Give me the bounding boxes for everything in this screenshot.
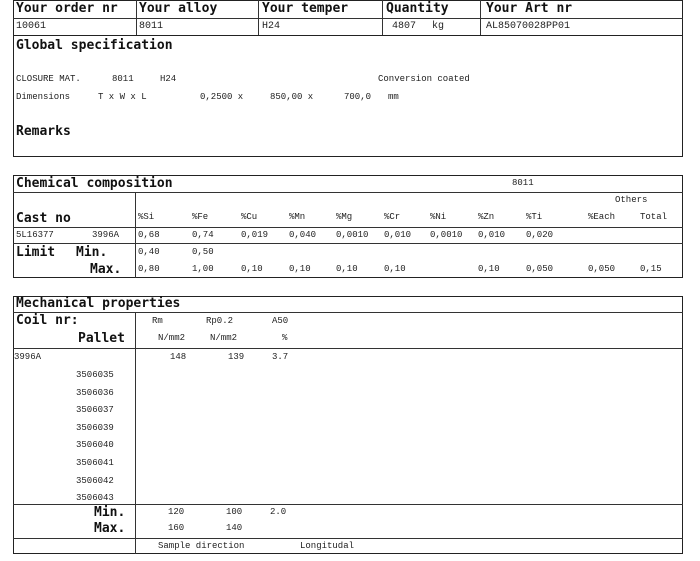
chemical-max-value: 0,15 [640,264,662,274]
coil-value: 139 [228,352,245,362]
art-nr-label: Your Art nr [486,1,573,16]
mechanical-sample-divider [13,538,683,539]
chemical-max-value: 0,10 [478,264,500,274]
chemical-column-header: %Cu [241,212,258,222]
cast-value: 0,010 [478,230,506,240]
dimension-length: 700,0 [344,92,372,102]
coil-nr-label: Coil nr: [16,313,79,328]
mechanical-min-label: Min. [94,505,126,520]
order-nr-label: Your order nr [16,1,118,16]
dimensions-label: Dimensions [16,92,71,102]
closure-label: CLOSURE MAT. [16,74,81,84]
alloy-label: Your alloy [139,1,218,16]
pallet-number: 3506043 [76,493,114,504]
mechanical-column-name: A50 [272,316,289,326]
chemical-column-header: Total [640,212,668,222]
pallet-label: Pallet [78,331,125,346]
chemical-column-header: %Mg [336,212,353,222]
cast-value: 0,020 [526,230,554,240]
closure-alloy: 8011 [112,74,134,84]
mechanical-min-value: 2.0 [270,507,287,517]
quantity-value: 4807 [392,21,417,32]
pallet-number: 3506040 [76,440,114,451]
header-col-divider [382,0,383,36]
alloy-value: 8011 [139,21,164,32]
pallet-number: 3506039 [76,422,114,433]
temper-label: Your temper [262,1,349,16]
dimension-unit: mm [388,92,399,102]
chemical-column-header: %Each [588,212,616,222]
cast-value: 0,040 [289,230,317,240]
chemical-column-header: %Ti [526,212,543,222]
quantity-label: Quantity [386,1,449,16]
mechanical-column-unit: N/mm2 [210,333,238,343]
chemical-column-header: %Mn [289,212,306,222]
chemical-column-header: %Ni [430,212,447,222]
header-divider [13,18,683,19]
closure-temper: H24 [160,74,177,84]
cast-number: 5L16377 [16,230,54,240]
limit-label: Limit [16,245,56,260]
mechanical-min-value: 120 [168,507,185,517]
dimension-thickness: 0,2500 x [200,92,244,102]
coating-text: Conversion coated [378,74,470,84]
chemical-cast-divider [13,243,683,244]
mechanical-column-name: Rp0.2 [206,316,234,326]
chemical-column-header: %Zn [478,212,495,222]
cast-value: 0,68 [138,230,160,240]
coil-value: 148 [170,352,187,362]
mechanical-max-label: Max. [94,521,126,536]
quantity-unit: kg [432,21,445,32]
sample-direction-label: Sample direction [158,541,245,551]
cast-value: 0,019 [241,230,269,240]
mechanical-col-divider [135,312,136,554]
chemical-max-value: 0,80 [138,264,160,274]
pallet-number: 3506036 [76,387,114,398]
others-label: Others [615,195,648,205]
sample-direction-value: Longitudal [300,541,355,551]
global-specification-title: Global specification [16,38,173,53]
chemical-col-divider [135,192,136,278]
chemical-max-value: 0,10 [384,264,406,274]
header-col-divider [258,0,259,36]
chemical-header-divider [13,227,683,228]
mechanical-title-divider [13,312,683,313]
chemical-max-value: 0,050 [526,264,554,274]
cast-value: 0,74 [192,230,214,240]
mechanical-header-divider [13,348,683,349]
mechanical-max-value: 160 [168,523,185,533]
cast-coil: 3996A [92,230,120,240]
coil-value: 3.7 [272,352,289,362]
pallet-number: 3506042 [76,475,114,486]
chemical-max-value: 0,050 [588,264,616,274]
chemical-column-header: %Si [138,212,155,222]
pallet-number: 3506037 [76,405,114,416]
chemical-max-value: 1,00 [192,264,214,274]
mechanical-column-unit: % [282,333,288,343]
art-nr-value: AL85070028PP01 [486,21,571,32]
dimensions-formula: T x W x L [98,92,147,102]
mechanical-max-value: 140 [226,523,243,533]
cast-no-label: Cast no [16,211,71,226]
order-nr-value: 10061 [16,21,47,32]
chemical-composition-title: Chemical composition [16,176,173,191]
header-col-divider [480,0,481,36]
chemical-min-label: Min. [76,245,108,260]
chemical-column-header: %Cr [384,212,401,222]
chemical-min-value: 0,40 [138,247,160,257]
header-col-divider [136,0,137,36]
cast-value: 0,0010 [336,230,369,240]
pallet-number: 3506041 [76,458,114,468]
mechanical-column-name: Rm [152,316,163,326]
temper-value: H24 [262,21,281,32]
chemical-alloy: 8011 [512,178,534,188]
mechanical-column-unit: N/mm2 [158,333,186,343]
pallet-number: 3506035 [76,370,114,380]
chemical-max-value: 0,10 [336,264,358,274]
mechanical-min-value: 100 [226,507,243,517]
remarks-label: Remarks [16,124,71,139]
chemical-min-value: 0,50 [192,247,214,257]
mechanical-properties-title: Mechanical properties [16,296,181,311]
chemical-column-header: %Fe [192,212,209,222]
chemical-max-value: 0,10 [241,264,263,274]
cast-value: 0,0010 [430,230,463,240]
chemical-max-label: Max. [90,262,122,277]
chemical-title-divider [13,192,683,193]
chemical-max-value: 0,10 [289,264,311,274]
coil-number: 3996A [14,352,42,362]
cast-value: 0,010 [384,230,412,240]
dimension-width: 850,00 x [270,92,314,102]
